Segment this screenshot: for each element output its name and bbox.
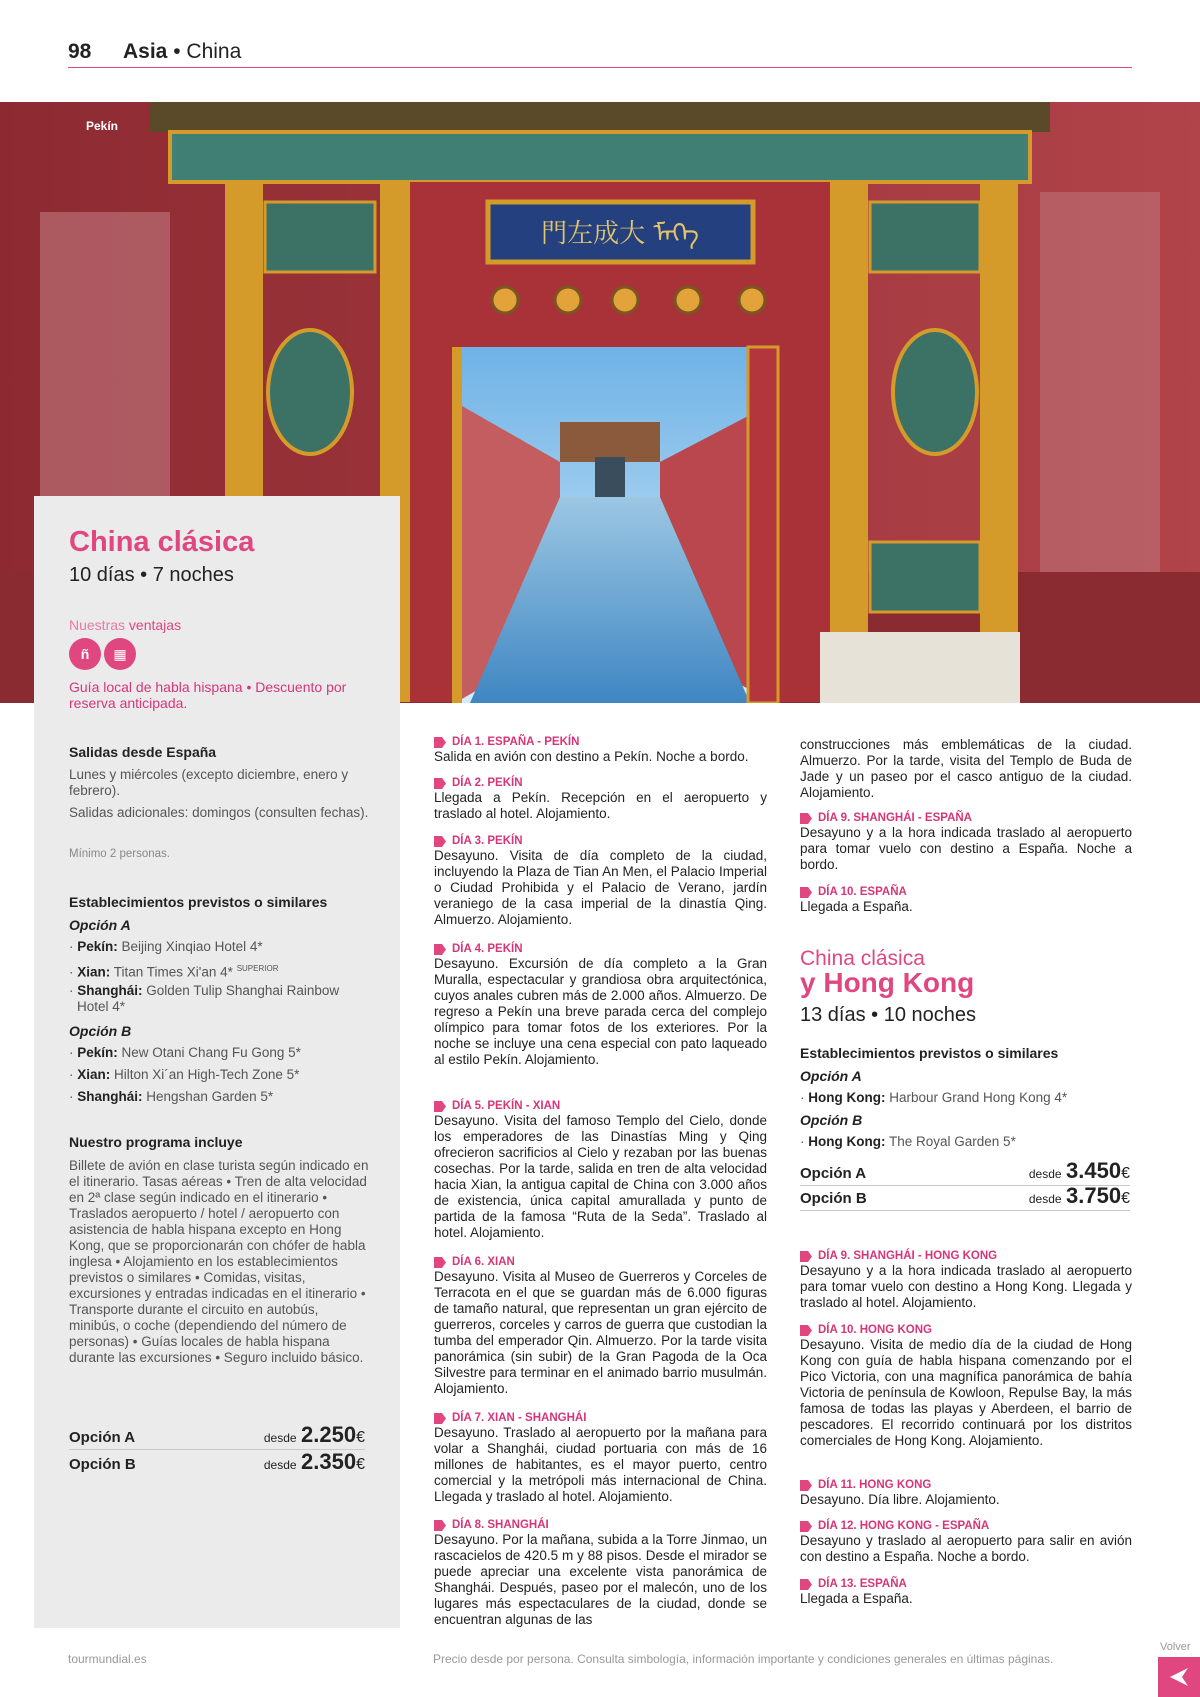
day-marker-icon [434, 737, 446, 748]
day-text: Desayuno y a la hora indicada traslado al aeropuerto para tomar vuelo con destino a Hong Kong. Llegada y traslado al hotel. Alojamiento. [800, 1263, 1132, 1310]
price-desde: desde [1028, 1192, 1062, 1206]
footer-note: Precio desde por persona. Consulta simbología, información importante y condiciones generales en últimas páginas. [433, 1652, 1054, 1666]
day-marker-icon [800, 1521, 812, 1532]
day-marker-icon [434, 1257, 446, 1268]
day-title: DÍA 8. SHANGHÁI [452, 1519, 549, 1531]
itinerary-day [800, 1577, 1132, 1607]
price-value [264, 1449, 365, 1475]
tour-duration: 10 días • 7 noches [69, 564, 234, 586]
day-text: Desayuno. Visita de medio día de la ciudad de Hong Kong con guía de habla hispana comenzando por el Pico Victoria, con una magnífica panorámica de bahía Victoria de península de Kowloon, Repulse Bay, la más famosa de todas las playas y Aberdeen, el barrio de pescadores. El recorrido continuará por los distritos comerciales de Hong Kong. Alojamiento. [800, 1337, 1132, 1448]
tour-title: China clásica [69, 526, 255, 558]
day-title: DÍA 3. PEKÍN [452, 835, 523, 847]
salidas-text-2: Salidas adicionales: domingos (consulten fechas). [69, 805, 369, 820]
day-title: DÍA 13. ESPAÑA [818, 1578, 907, 1590]
breadcrumb-country: China [186, 40, 242, 63]
page-header [68, 38, 1132, 68]
price-option-b [69, 1449, 365, 1476]
price-currency: € [356, 1429, 365, 1446]
back-button[interactable] [1158, 1657, 1200, 1697]
price-amount: 2.250 [301, 1422, 357, 1447]
day-text: Salida en avión con destino a Pekín. Noche a bordo. [434, 749, 749, 764]
day-title: DÍA 5. PEKÍN - XIAN [452, 1100, 561, 1112]
ventajas-badges [69, 638, 136, 670]
breadcrumb-separator: • [173, 40, 181, 63]
itinerary-day [434, 1411, 767, 1505]
day-marker-icon [800, 1480, 812, 1491]
day-text: Desayuno. Visita al Museo de Guerreros y Corceles de Terracota en el que se guardan más de 6.000 figuras de tamaño natural, que representan un gran ejército de guerreros, corceles y carros de guerra que custodian la tumba del emperador Qin. Almuerzo. Por la tarde visita panorámica (sin subir) de la Gran Pagoda de la Oca Silvestre para terminar en el animado barrio musulmán. Alojamiento. [434, 1269, 767, 1396]
hk-hotel-b: · Hong Kong: The Royal Garden 5* [800, 1134, 1016, 1149]
hero-caption: Pekín [86, 119, 119, 133]
price-desde: desde [1028, 1167, 1062, 1181]
page-number: 98 [68, 40, 92, 63]
tour-summary-panel [34, 496, 400, 1628]
itinerary-day [800, 1249, 1132, 1311]
day-text: Desayuno. Visita del famoso Templo del Cielo, donde los emperadores de las Dinastías Ming y Qing ofrecieron sacrificios al Cielo y rezaban por las buenas cosechas. Por la tarde, salida en tren de alta velocidad hacia Xian, la antigua capital de China con 3.000 años de existencia, única capital amurallada y punto de partida de la famosa “Ruta de la Seda”. Traslado al hotel. Alojamiento. [434, 1113, 767, 1240]
hotel-city: Shanghái: [77, 1089, 143, 1104]
itinerary-day [434, 776, 767, 822]
hotel-name: Titan Times Xi'an 4* [113, 964, 233, 980]
hotel-city: Shanghái: [77, 983, 143, 998]
itinerary-day [800, 1519, 1132, 1565]
price-value [1029, 1183, 1130, 1209]
itinerary-day [434, 834, 767, 928]
day-marker-icon [434, 1520, 446, 1531]
day-title: DÍA 12. HONG KONG - ESPAÑA [818, 1520, 990, 1532]
hotel-city: Pekín: [77, 939, 118, 954]
price-currency: € [1121, 1165, 1130, 1182]
itinerary-continuation [800, 737, 1132, 801]
hotel-b-3: · Shanghái: Hengshan Garden 5* [69, 1089, 274, 1104]
day-text: Llegada a España. [800, 899, 913, 914]
day-text: Desayuno. Día libre. Alojamiento. [800, 1492, 1000, 1507]
price-amount: 2.350 [301, 1449, 357, 1474]
hotel-city: Hong Kong: [808, 1134, 886, 1149]
day-text: Desayuno. Visita de día completo de la ciudad, incluyendo la Plaza de Tian An Men, el Palacio Imperial o Ciudad Prohibida y el Palacio de Verano, jardín veraniego de la casa imperial de la dinastía Qing. Almuerzo. Alojamiento. [434, 848, 767, 927]
day-title: DÍA 10. HONG KONG [818, 1324, 932, 1336]
hotel-a-2: · Xian: Titan Times Xi'an 4* $^{SUPERIOR}$ [69, 964, 279, 980]
price-label: Opción A [800, 1165, 867, 1182]
itinerary-day [800, 1323, 1132, 1449]
hotel-a-1: · Pekín: Beijing Xinqiao Hotel 4* [69, 939, 263, 954]
option-b-label: Opción B [69, 1023, 132, 1039]
volver-label: Volver [1160, 1641, 1191, 1653]
hotel-superior-tag: SUPERIOR [236, 964, 279, 973]
day-title: DÍA 2. PEKÍN [452, 777, 523, 789]
day-title: DÍA 9. SHANGHÁI - HONG KONG [818, 1250, 998, 1262]
hotel-a-3: · Shanghái: Golden Tulip Shanghai Rainbow Hotel 4* [69, 983, 340, 1014]
day-text: Desayuno. Por la mañana, subida a la Torre Jinmao, un rascacielos de 420.5 m y 88 pisos. Desde el mirador se puede apreciar una excelente vista panorámica de Shanghái. Después, paseo por el malecón, uno de los lugares más espectaculares de la ciudad, donde se encuentran algunas de las [434, 1532, 767, 1627]
day-marker-icon [434, 778, 446, 789]
calendar-icon: ▦ [104, 638, 136, 670]
price-desde: desde [263, 1431, 297, 1445]
ventajas-prefix: Nuestras [69, 617, 126, 633]
day-marker-icon [800, 813, 812, 824]
price-desde: desde [263, 1458, 297, 1472]
hotel-city: Pekín: [77, 1045, 118, 1060]
price-label: Opción B [800, 1190, 867, 1207]
itinerary-day [434, 1518, 767, 1628]
day-marker-icon [800, 1325, 812, 1336]
itinerary-day [800, 885, 1132, 915]
svg-text:門左成大 ᠮᠡᠬᠡ: 門左成大 ᠮᠡᠬᠡ [541, 219, 699, 249]
day-text: Desayuno. Excursión de día completo a la Gran Muralla, espectacular y grandiosa obra arquitectónica, cuyos anales cubren más de 2.000 años. Almuerzo. De regreso a Pekín una breve parada cerca del complejo olímpico para tomar fotos de los exteriores. Por la noche se incluye una cena especial con pato laqueado al estilo Pekín. Alojamiento. [434, 956, 767, 1067]
hotel-name: Harbour Grand Hong Kong 4* [889, 1090, 1068, 1105]
hotel-b-2: · Xian: Hilton Xi´an High-Tech Zone 5* [69, 1067, 300, 1082]
itinerary-day [434, 735, 767, 765]
breadcrumb-region: Asia [123, 40, 168, 63]
ventajas-label: ventajas [128, 617, 182, 633]
hk-title-line-1: China clásica [800, 947, 925, 970]
day-title: DÍA 10. ESPAÑA [818, 886, 907, 898]
price-label: Opción A [69, 1429, 136, 1446]
price-value [264, 1422, 365, 1448]
price-currency: € [1121, 1190, 1130, 1207]
breadcrumb [123, 40, 241, 64]
day-marker-icon [434, 1101, 446, 1112]
day-text: construcciones más emblemáticas de la ciudad. Almuerzo. Por la tarde, visita del Templo de Buda de Jade y un paseo por el casco antiguo de la ciudad. Alojamiento. [800, 737, 1132, 800]
price-option-a [69, 1422, 365, 1450]
day-title: DÍA 6. XIAN [452, 1256, 515, 1268]
salidas-text-1: Lunes y miércoles (excepto diciembre, enero y febrero). [69, 767, 349, 798]
price-amount: 3.750 [1066, 1183, 1122, 1208]
price-currency: € [356, 1456, 365, 1473]
hotels-heading: Establecimientos previstos o similares [69, 894, 328, 910]
includes-heading: Nuestro programa incluye [69, 1134, 243, 1150]
hotel-name: Hilton Xi´an High-Tech Zone 5* [114, 1067, 300, 1082]
hk-option-b-label: Opción B [800, 1112, 863, 1128]
day-marker-icon [434, 944, 446, 955]
day-text: Desayuno y traslado al aeropuerto para salir en avión con destino a España. Noche a bordo. [800, 1533, 1132, 1564]
hotel-name: Beijing Xinqiao Hotel 4* [121, 939, 263, 954]
hotel-city: Hong Kong: [808, 1090, 886, 1105]
day-title: DÍA 11. HONG KONG [818, 1479, 932, 1491]
day-marker-icon [434, 836, 446, 847]
price-value [1029, 1158, 1130, 1184]
price-label: Opción B [69, 1456, 136, 1473]
hk-price-option-b [800, 1183, 1130, 1211]
price-amount: 3.450 [1066, 1158, 1122, 1183]
day-marker-icon [800, 1579, 812, 1590]
itinerary-day [800, 811, 1132, 873]
itinerary-day [800, 1478, 1132, 1508]
day-title: DÍA 4. PEKÍN [452, 943, 523, 955]
day-text: Desayuno. Traslado al aeropuerto por la mañana para volar a Shanghái, ciudad portuaria con más de 16 millones de habitantes, es el mayor puerto, centro comercial y la metrópoli más internacional de China. Llegada y traslado al hotel. Alojamiento. [434, 1425, 767, 1504]
hotel-name: Hengshan Garden 5* [146, 1089, 274, 1104]
footer-site[interactable]: tourmundial.es [68, 1652, 147, 1666]
hotel-name: New Otani Chang Fu Gong 5* [121, 1045, 301, 1060]
itinerary-day [434, 1099, 767, 1241]
itinerary-day [434, 942, 767, 1068]
day-marker-icon [800, 1251, 812, 1262]
includes-text: Billete de avión en clase turista según indicado en el itinerario. Tasas aéreas • Tren de alta velocidad en 2ª clase según indicado en el itinerario • Traslados aeropuerto / hotel / aeropuerto con asistencia de habla hispana excepto en Hong Kong, que se proporcionarán con chófer de habla inglesa • Alojamiento en los establecimientos previstos o similares • Comidas, visitas, excursiones y entradas indicadas en el itinerario • Transporte durante el circuito en autobús, minibús, o coche (dependiendo del número de personas) • Guías locales de habla hispana durante las excursiones • Seguro incluido básico. [69, 1158, 369, 1365]
ventajas-text: Guía local de habla hispana • Descuento por reserva anticipada. [69, 679, 347, 711]
hotel-city: Xian: [77, 1067, 111, 1082]
hk-title-line-2: y Hong Kong [800, 967, 975, 998]
hotel-b-1: · Pekín: New Otani Chang Fu Gong 5* [69, 1045, 301, 1060]
hotel-name: Golden Tulip Shanghai Rainbow Hotel 4* [77, 983, 340, 1014]
hk-option-a-label: Opción A [800, 1068, 862, 1084]
day-marker-icon [800, 887, 812, 898]
salidas-heading: Salidas desde España [69, 744, 217, 760]
hk-duration: 13 días • 10 noches [800, 1004, 977, 1026]
spanish-guide-icon: ñ [69, 638, 101, 670]
itinerary-day [434, 1255, 767, 1397]
day-title: DÍA 7. XIAN - SHANGHÁI [452, 1412, 587, 1424]
day-text: Llegada a Pekín. Recepción en el aeropuerto y traslado al hotel. Alojamiento. [434, 790, 767, 821]
hotel-name: The Royal Garden 5* [889, 1134, 1016, 1149]
back-arrow-icon [1168, 1666, 1190, 1688]
hk-hotels-heading: Establecimientos previstos o similares [800, 1045, 1059, 1061]
day-title: DÍA 9. SHANGHÁI - ESPAÑA [818, 812, 972, 824]
day-marker-icon [434, 1413, 446, 1424]
day-text: Desayuno y a la hora indicada traslado al aeropuerto para tomar vuelo con destino a España. Noche a bordo. [800, 825, 1132, 872]
option-a-label: Opción A [69, 917, 131, 933]
minimo-note: Mínimo 2 personas. [69, 848, 170, 860]
hotel-city: Xian: [77, 964, 111, 980]
ventajas-heading [69, 617, 181, 633]
day-text: Llegada a España. [800, 1591, 913, 1606]
day-title: DÍA 1. ESPAÑA - PEKÍN [452, 736, 580, 748]
hk-hotel-a: · Hong Kong: Harbour Grand Hong Kong 4* [800, 1090, 1068, 1105]
